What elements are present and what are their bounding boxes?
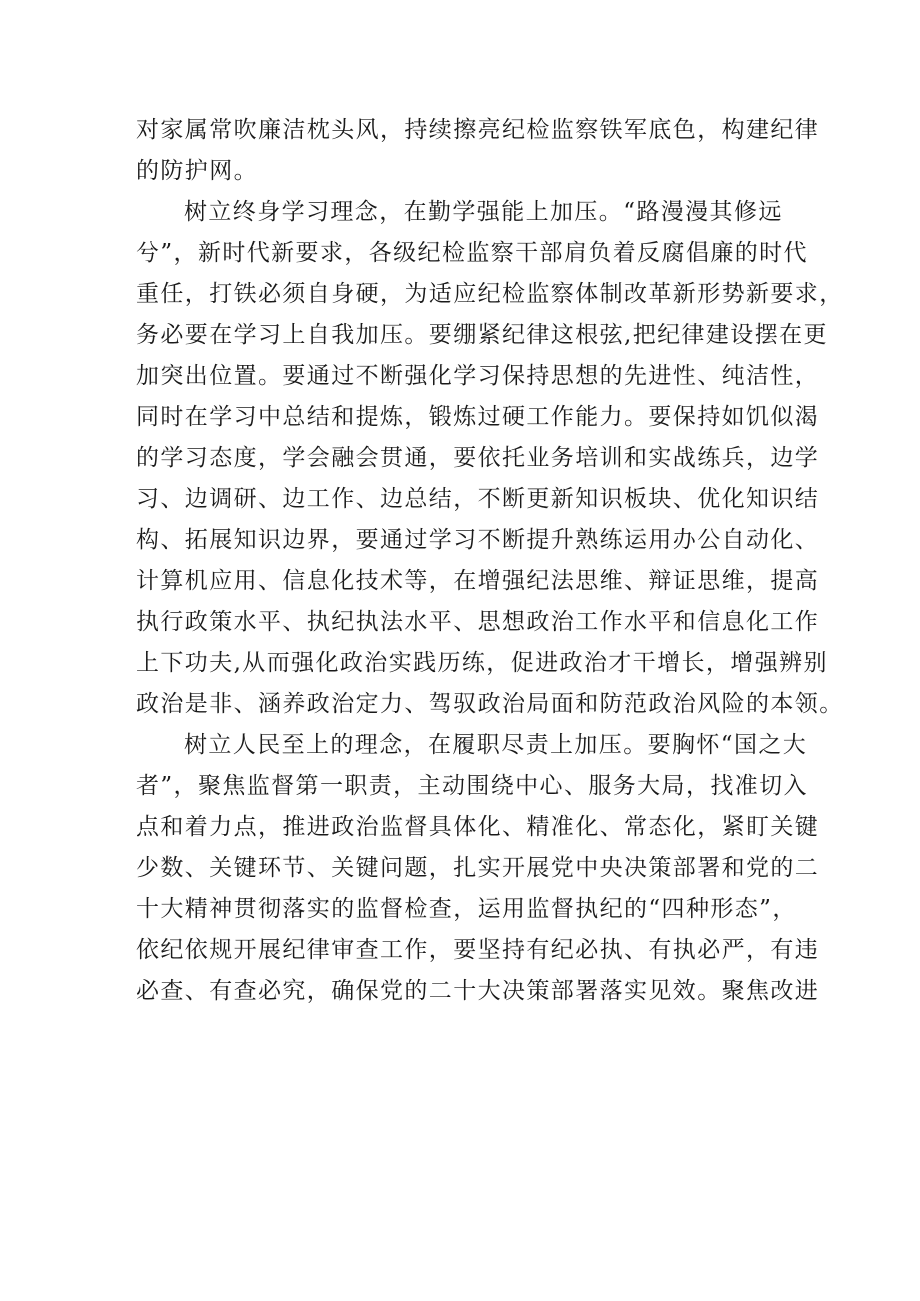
text-line: 习、边调研、边工作、边总结，不断更新知识板块、优化知识结 [136, 486, 820, 512]
paragraph-3 [136, 725, 820, 1012]
text-line: 依纪依规开展纪律审查工作，要坚持有纪必执、有执必严，有违 [136, 937, 820, 963]
paragraph-1 [136, 110, 820, 192]
text-line: 十大精神贯彻落实的监督检查，运用监督执纪的“四种形态”， [136, 896, 797, 922]
text-line: 上下功夫,从而强化政治实践历练，促进政治才干增长，增强辨别 [136, 650, 828, 676]
paragraph-2 [136, 192, 844, 725]
text-line: 兮”，新时代新要求，各级纪检监察干部肩负着反腐倡廉的时代 [136, 240, 808, 266]
text-line: 者”，聚焦监督第一职责，主动围绕中心、服务大局，找准切入 [136, 773, 808, 799]
text-line: 对家属常吹廉洁枕头风，持续擦亮纪检监察铁军底色，构建纪律 [136, 117, 820, 143]
text-line: 构、拓展知识边界，要通过学习不断提升熟练运用办公自动化、 [136, 527, 820, 553]
text-line: 计算机应用、信息化技术等，在增强纪法思维、辩证思维，提高 [136, 568, 820, 594]
text-line: 执行政策水平、执纪执法水平、思想政治工作水平和信息化工作 [136, 609, 820, 635]
document-body [136, 110, 844, 1012]
text-line: 重任，打铁必须自身硬，为适应纪检监察体制改革新形势新要求， [136, 281, 844, 307]
text-line: 同时在学习中总结和提炼，锻炼过硬工作能力。要保持如饥似渴 [136, 404, 820, 430]
text-line: 必查、有查必究，确保党的二十大决策部署落实见效。聚焦改进 [136, 978, 820, 1004]
text-line: 少数、关键环节、关键问题，扎实开展党中央决策部署和党的二 [136, 855, 820, 881]
text-line: 务必要在学习上自我加压。要绷紧纪律这根弦,把纪律建设摆在更 [136, 322, 828, 348]
text-line: 树立终身学习理念，在勤学强能上加压。“路漫漫其修远 [184, 199, 783, 225]
text-line: 点和着力点，推进政治监督具体化、精准化、常态化，紧盯关键 [136, 814, 820, 840]
text-line: 的学习态度，学会融会贯通，要依托业务培训和实战练兵，边学 [136, 445, 820, 471]
text-line: 的防护网。 [136, 158, 258, 184]
text-line: 树立人民至上的理念，在履职尽责上加压。要胸怀“国之大 [184, 732, 808, 758]
text-line: 加突出位置。要通过不断强化学习保持思想的先进性、纯洁性， [136, 363, 820, 389]
text-line: 政治是非、涵养政治定力、驾驭政治局面和防范政治风险的本领。 [136, 691, 844, 717]
